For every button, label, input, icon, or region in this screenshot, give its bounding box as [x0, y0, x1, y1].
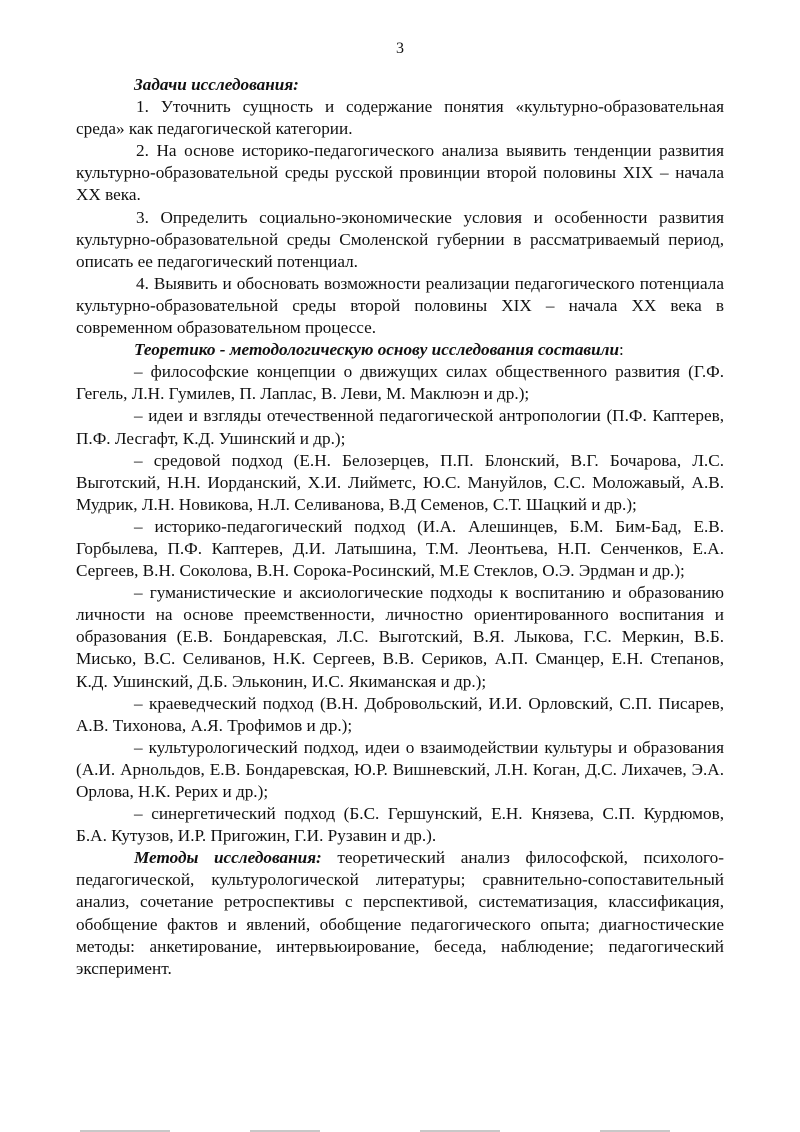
basis-item-4: – историко-педагогический подход (И.А. Алешинцев, Б.М. Бим-Бад, Е.В. Горбылева, П.Ф. Каптерев, Д.И. Латышина, Т.М. Леонтьева, Н.П. Сенченков, Е.А. Сергеев, В.Н. Соколова, В.Н. Сорока-Росинский, М.Е Стеклов, О.Э. Эрдман и др.); — [76, 516, 724, 581]
scan-footer-marks — [0, 1126, 800, 1132]
basis-item-2: – идеи и взгляды отечественной педагогической антропологии (П.Ф. Каптерев, П.Ф. Лесгафт, К.Д. Ушинский и др.); — [76, 406, 724, 448]
methods-text: теоретический анализ философской, психолого-педагогической, культурологической литературы; сравнительно-сопоставительный анализ, сочетание ретроспективы с перспективой, систематизация, классификация, обобщение фактов и явлений, обобщение педагогического опыта; диагностические методы: анкетирование, интервьюирование, беседа, наблюдение; педагогический эксперимент. — [76, 848, 724, 978]
basis-item-8: – синергетический подход (Б.С. Гершунский, Е.Н. Князева, С.П. Курдюмов, Б.А. Кутузов, И.Р. Пригожин, Г.И. Рузавин и др.). — [76, 804, 724, 846]
page-number: 3 — [396, 40, 404, 57]
basis-item-6: – краеведческий подход (В.Н. Добровольский, И.И. Орловский, С.П. Писарев, А.В. Тихонова, А.Я. Трофимов и др.); — [76, 693, 724, 735]
basis-heading-text: Теоретико - методологическую основу исследования составили — [134, 340, 620, 360]
basis-item-5: – гуманистические и аксиологические подходы к воспитанию и образованию личности на основе преемственности, личностно ориентированного воспитания и образования (Е.В. Бондаревская, Л.С. Выготский, В.Я. Лыкова, Г.С. Меркин, В.Б. Мисько, В.С. Селиванов, Н.К. Сергеев, В.В. Сериков, А.П. Сманцер, Е.Н. Степанов, К.Д. Ушинский, Д.Б. Эльконин, И.С. Якиманская и др.); — [76, 583, 724, 691]
methods-heading: Методы исследования: — [134, 848, 322, 868]
basis-item-7: – культурологический подход, идеи о взаимодействии культуры и образования (А.И. Арнольдов, Е.В. Бондаревская, Ю.Р. Вишневский, Л.Н. Коган, Д.С. Лихачев, Э.А. Орлова, Н.К. Рерих и др.); — [76, 737, 724, 801]
basis-heading — [76, 339, 724, 361]
tasks-heading — [76, 74, 724, 96]
basis-heading-suffix: : — [619, 340, 624, 360]
task-item-1: 1. Уточнить сущность и содержание понятия «культурно-образовательная среда» как педагогической категории. — [76, 97, 724, 139]
basis-item-1: – философские концепции о движущих силах общественного развития (Г.Ф. Гегель, Л.Н. Гумилев, П. Лаплас, В. Леви, М. Маклюэн и др.); — [76, 362, 724, 404]
basis-item-3: – средовой подход (Е.Н. Белозерцев, П.П. Блонский, В.Г. Бочарова, Л.С. Выготский, Н.Н. Иорданский, Х.И. Лийметс, Ю.С. Мануйлов, С.С. Моложавый, А.В. Мудрик, Л.Н. Новикова, Н.Л. Селиванова, В.Д Семенов, С.Т. Шацкий и др.); — [76, 450, 724, 514]
task-item-3: 3. Определить социально-экономические условия и особенности развития культурно-образовательной среды Смоленской губернии в рассматриваемый период, описать ее педагогический потенциал. — [76, 207, 724, 271]
document-body — [76, 74, 724, 980]
methods-paragraph — [76, 847, 724, 980]
task-item-2: 2. На основе историко-педагогического анализа выявить тенденции развития культурно-образовательной среды русской провинции второй половины XIX – начала XX века. — [76, 141, 724, 205]
tasks-heading-text: Задачи исследования: — [134, 75, 299, 94]
task-item-4: 4. Выявить и обосновать возможности реализации педагогического потенциала культурно-образовательной среды второй половины XIX – начала XX века в современном образовательном процессе. — [76, 273, 724, 338]
